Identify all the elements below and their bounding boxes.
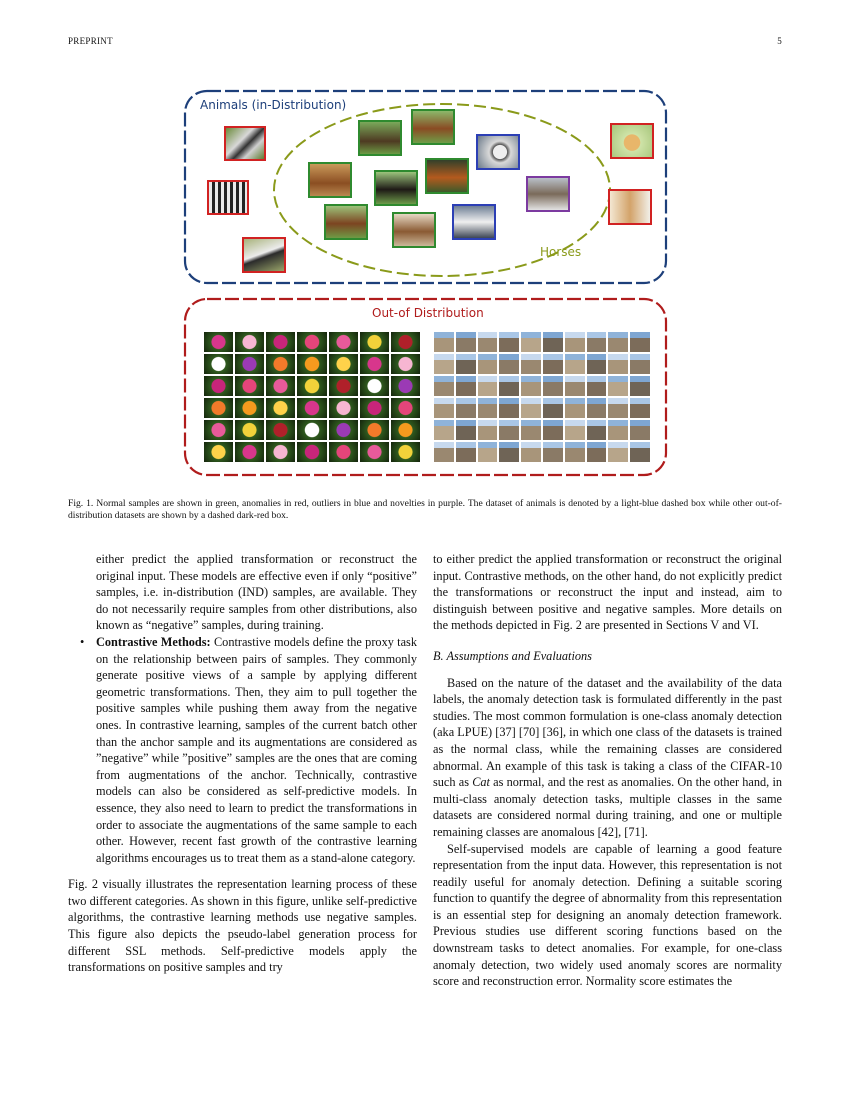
bullet-continuation: either predict the applied transformation or reconstruct the original input. These models are effective even if only “positive” samples, i.e. in-distribution (IND) samples, are available. They do not necessarily require samples from other distributions, also known as “negative” samples, during training. — [96, 552, 417, 633]
building-tile — [630, 398, 650, 418]
building-tile — [521, 376, 541, 396]
flower-tile — [204, 376, 233, 396]
flower-tile — [391, 332, 420, 352]
building-tile — [608, 354, 628, 374]
left-column — [68, 551, 417, 976]
flower-tile — [329, 332, 358, 352]
cat-dog-image — [608, 189, 652, 225]
flower-tile — [266, 332, 295, 352]
building-tile — [587, 442, 607, 462]
building-tile — [521, 442, 541, 462]
flower-tile — [235, 398, 264, 418]
flower-tile — [297, 442, 326, 462]
building-tile — [434, 354, 454, 374]
building-tile — [456, 376, 476, 396]
dog-image — [610, 123, 654, 159]
right-continuation: to either predict the applied transformation or reconstruct the original input. Contrastive methods, on the other hand, do not explicitly predict the transformations or reconstruct the input and instead, aim to distinguish between positive and negative samples. More details on the methods depicted in Fig. 2 are presented in Sections V and VI. — [433, 552, 782, 633]
building-tile — [456, 420, 476, 440]
building-tile — [630, 442, 650, 462]
building-tile — [521, 332, 541, 352]
outlier-horse-image — [476, 134, 520, 170]
building-tile — [478, 332, 498, 352]
flower-tile — [204, 420, 233, 440]
flower-tile — [360, 354, 389, 374]
horse-image — [425, 158, 469, 194]
right-column — [433, 551, 782, 990]
novelty-horse-image — [526, 176, 570, 212]
zebra-image — [242, 237, 286, 273]
flower-tile — [360, 376, 389, 396]
building-tile — [630, 376, 650, 396]
flower-tile — [329, 398, 358, 418]
flower-tile — [391, 354, 420, 374]
flower-tile — [297, 398, 326, 418]
zebra-image — [224, 126, 266, 161]
building-tile — [630, 354, 650, 374]
flower-tile — [266, 376, 295, 396]
building-tile — [587, 398, 607, 418]
running-header — [68, 36, 782, 50]
buildings-mosaic — [434, 332, 650, 462]
building-tile — [499, 332, 519, 352]
building-tile — [434, 442, 454, 462]
flower-tile — [297, 332, 326, 352]
building-tile — [478, 398, 498, 418]
bullet-title: Contrastive Methods: — [96, 634, 211, 649]
building-tile — [434, 398, 454, 418]
building-tile — [456, 398, 476, 418]
flower-tile — [297, 376, 326, 396]
horse-image — [308, 162, 352, 198]
building-tile — [608, 376, 628, 396]
building-tile — [565, 442, 585, 462]
horse-image — [358, 120, 402, 156]
flower-tile — [235, 420, 264, 440]
ind-label: Animals (in-Distribution) — [200, 98, 347, 112]
section-heading: B. Assumptions and Evaluations — [433, 648, 592, 663]
horse-image — [411, 109, 455, 145]
flower-tile — [360, 398, 389, 418]
building-tile — [478, 442, 498, 462]
building-tile — [434, 332, 454, 352]
horse-image — [392, 212, 436, 248]
flower-tile — [266, 354, 295, 374]
left-paragraph: Fig. 2 visually illustrates the representation learning process of these two different categories. As shown in this figure, unlike self-predictive algorithms, the contrastive learning methods use negative samples. This figure also depicts the pseudo-label generation process for different SSL methods. Self-predictive models apply the transformations on positive samples and try — [68, 877, 417, 975]
building-tile — [543, 420, 563, 440]
building-tile — [565, 420, 585, 440]
bullet-text: Contrastive models define the proxy task on the relationship between pairs of samples. They commonly generate positive views of a sample by applying different geometric transformations. Then, they aim to pull together the positive samples while pushing them away from the negative ones. In contrastive learning, samples of the current batch other than the anchor sample and its augmentations are considered as ”negative” while ”positive” samples are the ones that are coming from augmentations of the anchor. Technically, contrastive models can also be considered as self-predictive models. In essence, they also need to learn to predict the transformations in order to associate the augmentations of the same sample to each other. However, recent fast growth of the contrastive learning algorithms encourages us to treat them as a stand-alone category. — [96, 634, 417, 865]
flower-tile — [235, 442, 264, 462]
building-tile — [587, 354, 607, 374]
flower-tile — [329, 376, 358, 396]
building-tile — [630, 332, 650, 352]
flower-tile — [391, 420, 420, 440]
building-tile — [543, 332, 563, 352]
building-tile — [499, 442, 519, 462]
figure-caption: Fig. 1. Normal samples are shown in green, anomalies in red, outliers in blue and novelties in purple. The dataset of animals is denoted by a light-blue dashed box while other out-of-distribution datasets are shown by a dashed dark-red box. — [68, 498, 782, 521]
flower-tile — [235, 376, 264, 396]
building-tile — [587, 376, 607, 396]
flower-tile — [391, 442, 420, 462]
flower-tile — [204, 398, 233, 418]
flower-tile — [266, 442, 295, 462]
building-tile — [478, 420, 498, 440]
flower-tile — [266, 398, 295, 418]
building-tile — [608, 332, 628, 352]
flower-tile — [235, 332, 264, 352]
building-tile — [543, 398, 563, 418]
building-tile — [587, 420, 607, 440]
building-tile — [521, 398, 541, 418]
flower-tile — [391, 376, 420, 396]
bullet-contrastive — [68, 634, 417, 866]
flower-tile — [297, 354, 326, 374]
horse-image — [324, 204, 368, 240]
building-tile — [434, 420, 454, 440]
building-tile — [565, 376, 585, 396]
header-preprint: PREPRINT — [68, 36, 113, 46]
building-tile — [478, 354, 498, 374]
building-tile — [521, 420, 541, 440]
flower-tile — [329, 354, 358, 374]
flower-tile — [266, 420, 295, 440]
flower-tile — [297, 420, 326, 440]
building-tile — [543, 376, 563, 396]
right-paragraph-2: Self-supervised models are capable of learning a good feature representation from the input data. However, this representation is not readily useful for anomaly detection. Defining a suitable scoring function to quantify the degree of abnormality from this representation is an essential step for designing an anomaly detection framework. Previous studies use different scoring functions based on the downstream tasks to detect anomalies. For example, for one-class anomaly detection, two widely used anomaly scores are normality score and reconstruction error. Normality score estimates the — [433, 841, 782, 989]
building-tile — [499, 354, 519, 374]
building-tile — [608, 398, 628, 418]
flower-tile — [204, 332, 233, 352]
page-number: 5 — [777, 36, 782, 46]
horses-label: Horses — [540, 245, 582, 259]
right-paragraph-1: Based on the nature of the dataset and the availability of the data labels, the anomaly detection task is formulated differently in the past studies. The most common formulation is one-class anomaly detection (aka LPUE) [37] [70] [36], in which one class of the datasets is trained as the normal class, while the remaining classes are considered abnormal. An example of this task is taking a class of the CIFAR-10 such as Cat as normal, and the rest as anomalies. On the other hand, in multi-class anomaly detection tasks, multiple classes in the same datasets are considered normal during training, and one or multiple remaining classes are anomalous [42], [71]. — [433, 675, 783, 839]
flower-tile — [204, 354, 233, 374]
building-tile — [565, 398, 585, 418]
building-tile — [565, 332, 585, 352]
building-tile — [456, 442, 476, 462]
building-tile — [499, 420, 519, 440]
flower-tile — [360, 442, 389, 462]
horse-image — [374, 170, 418, 206]
zebra-image — [207, 180, 249, 215]
building-tile — [630, 420, 650, 440]
flower-tile — [235, 354, 264, 374]
ood-label: Out-of Distribution — [372, 306, 484, 320]
building-tile — [499, 376, 519, 396]
building-tile — [543, 442, 563, 462]
building-tile — [434, 376, 454, 396]
building-tile — [521, 354, 541, 374]
building-tile — [565, 354, 585, 374]
building-tile — [456, 332, 476, 352]
flower-tile — [391, 398, 420, 418]
bullet-dot: • — [80, 634, 85, 649]
building-tile — [587, 332, 607, 352]
building-tile — [608, 442, 628, 462]
flowers-mosaic — [204, 332, 420, 462]
figure-1 — [180, 86, 674, 480]
flower-tile — [360, 420, 389, 440]
flower-tile — [329, 442, 358, 462]
outlier-horse-image — [452, 204, 496, 240]
flower-tile — [329, 420, 358, 440]
building-tile — [543, 354, 563, 374]
flower-tile — [204, 442, 233, 462]
building-tile — [478, 376, 498, 396]
building-tile — [456, 354, 476, 374]
building-tile — [608, 420, 628, 440]
flower-tile — [360, 332, 389, 352]
building-tile — [499, 398, 519, 418]
